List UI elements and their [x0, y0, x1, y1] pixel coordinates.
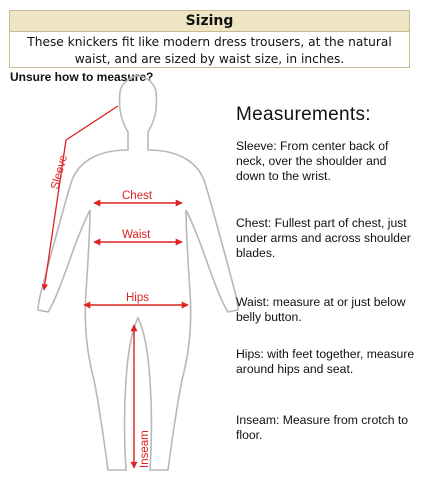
sleeve-arrow [66, 106, 118, 140]
waist-label: Waist [122, 229, 151, 241]
measurement-inseam: Inseam: Measure from crotch to floor. [236, 413, 409, 442]
sizing-description: These knickers fit like modern dress trousers, at the natural waist, and are sized by waist size, in inches. [27, 35, 392, 66]
unsure-heading: Unsure how to measure? [10, 70, 154, 84]
inseam-label: Inseam [139, 430, 151, 468]
sleeve-label: Sleeve [49, 153, 71, 191]
measurements-title: Measurements: [236, 104, 371, 125]
sizing-title: Sizing [10, 11, 409, 32]
measurement-sleeve: Sleeve: From center back of neck, over the shoulder and down to the wrist. [236, 139, 389, 183]
measurement-hips: Hips: with feet together, measure around hips and seat. [236, 347, 415, 376]
chest-label: Chest [122, 190, 153, 202]
hips-label: Hips [126, 292, 150, 304]
body-outline [38, 76, 238, 470]
measurement-waist: Waist: measure at or just below belly button. [236, 295, 406, 324]
measurement-chest: Chest: Fullest part of chest, just under arms and across shoulder blades. [236, 216, 411, 260]
